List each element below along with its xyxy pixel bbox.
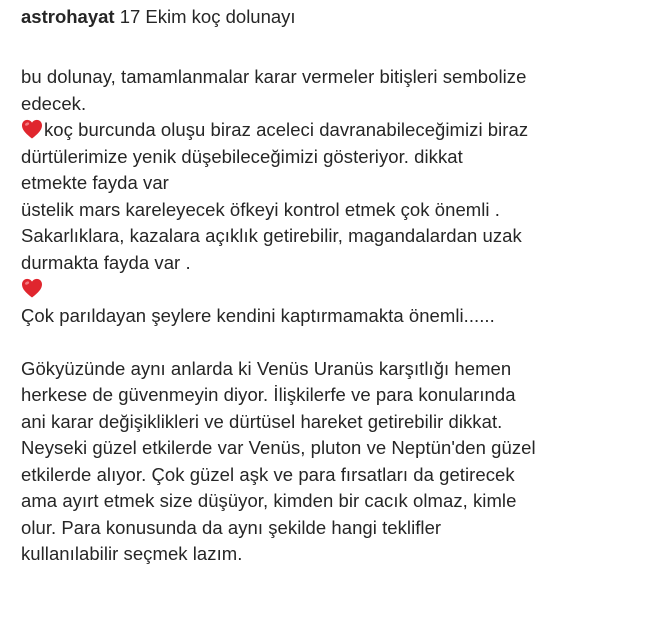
caption-line: kullanılabilir seçmek lazım. xyxy=(21,543,243,564)
caption-header xyxy=(21,5,634,29)
caption-body xyxy=(21,64,634,568)
caption-line: bu dolunay, tamamlanmalar karar vermeler bitişleri sembolize xyxy=(21,66,527,87)
caption-line: etmekte fayda var xyxy=(21,172,169,193)
caption-line: Neyseki güzel etkilerde var Venüs, pluton ve Neptün'den güzel xyxy=(21,437,536,458)
caption-line: durmakta fayda var . xyxy=(21,251,191,273)
username-link[interactable]: astrohayat xyxy=(21,6,115,27)
blank-line xyxy=(21,329,634,356)
caption-line xyxy=(21,276,634,303)
heart-icon xyxy=(21,119,43,139)
caption-line: ama ayırt etmek size düşüyor, kimden bir cacık olmaz, kimle xyxy=(21,490,517,511)
caption-line: Çok parıldayan şeylere kendini kaptırmamakta önemli...... xyxy=(21,304,495,326)
caption-line: ani karar değişiklikleri ve dürtüsel hareket getirebilir dikkat. xyxy=(21,410,503,432)
caption-line-text: koç burcunda oluşu biraz aceleci davranabileceğimizi biraz xyxy=(44,119,529,140)
caption-line: üstelik mars kareleyecek öfkeyi kontrol etmek çok önemli . xyxy=(21,198,500,220)
caption-line: dürtülerimize yenik düşebileceğimizi gösteriyor. dikkat xyxy=(21,145,463,167)
caption-line: Sakarlıklara, kazalara açıklık getirebilir, magandalardan uzak xyxy=(21,225,522,246)
caption-line: etkilerde alıyor. Çok güzel aşk ve para fırsatları da getirecek xyxy=(21,463,515,485)
heart-icon xyxy=(21,278,43,298)
caption-line: olur. Para konusunda da aynı şekilde hangi teklifler xyxy=(21,516,442,538)
caption-line xyxy=(21,117,634,144)
caption-line: edecek. xyxy=(21,92,87,114)
caption-line: Gökyüzünde aynı anlarda ki Venüs Uranüs karşıtlığı hemen xyxy=(21,357,512,379)
caption-title: 17 Ekim koç dolunayı xyxy=(119,6,296,27)
caption-line: herkese de güvenmeyin diyor. İlişkilerfe ve para konularında xyxy=(21,384,516,405)
